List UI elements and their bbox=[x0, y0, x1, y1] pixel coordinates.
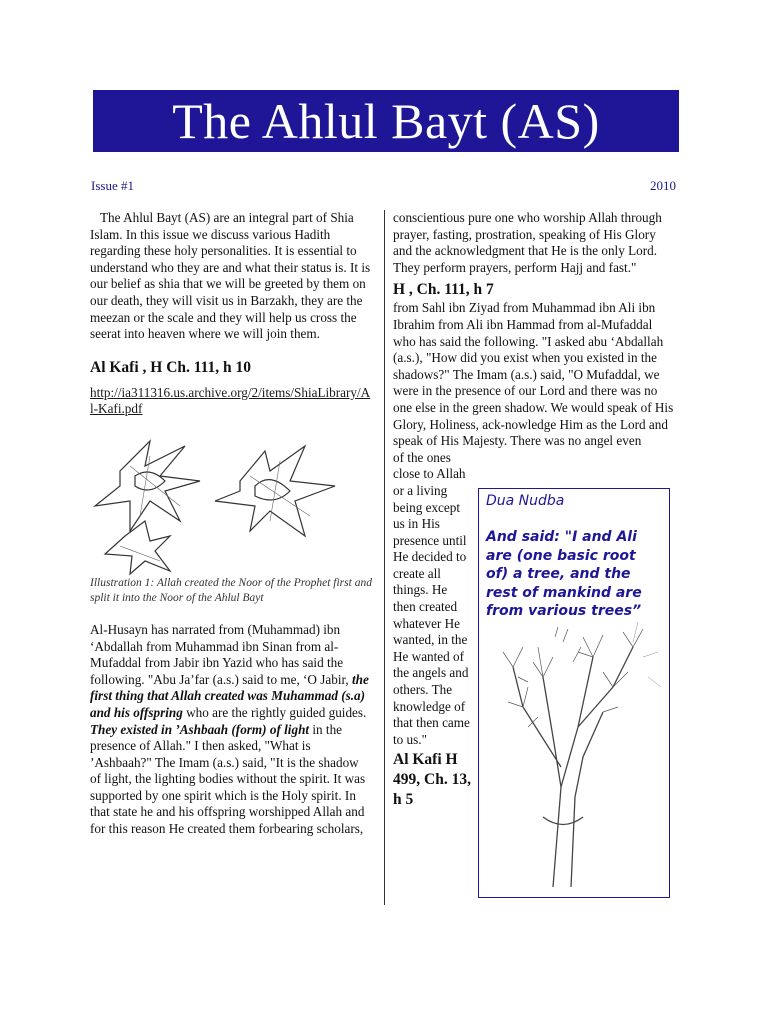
tree-drawing bbox=[483, 617, 663, 887]
noor-illustration-drawing bbox=[90, 426, 340, 576]
issue-number: Issue #1 bbox=[91, 178, 134, 193]
dua-title: Dua Nudba bbox=[486, 493, 565, 509]
dua-quote: And said: "I and Ali are (one basic root of) a tree, and the rest of mankind are from various trees” bbox=[486, 529, 642, 619]
section-heading-h7: H , Ch. 111, h 7 bbox=[393, 281, 494, 299]
column-divider bbox=[384, 210, 385, 905]
section-heading-h499: Al Kafi H 499, Ch. 13, h 5 bbox=[393, 751, 471, 809]
section-heading-al-kafi: Al Kafi , H Ch. 111, h 10 bbox=[90, 358, 252, 376]
hadith-body bbox=[90, 622, 372, 838]
issue-year: 2010 bbox=[650, 178, 676, 193]
narrow-column bbox=[393, 450, 471, 811]
dua-nudba-box bbox=[478, 488, 670, 898]
left-column bbox=[90, 210, 372, 838]
newsletter-title: The Ahlul Bayt (AS) bbox=[93, 90, 679, 152]
continued-paragraph: conscientious pure one who worship Allah through prayer, fasting, prostration, speaking of His Glory and the acknowledgment that He is the only Lord. They perform prayers, perform Hajj and fast." bbox=[393, 210, 662, 275]
intro-paragraph: The Ahlul Bayt (AS) are an integral part of Shia Islam. In this issue we discuss various Hadith regarding these holy personalities. It is essential to understand who they are and what their status is. It is our belief as shia that we will be greeted by them on our death, they will visit us in Barzakh, they are the meezan or the scale and they will help us cross the seerat into heaven where we will join them. bbox=[90, 210, 371, 342]
tree-illustration bbox=[483, 617, 663, 887]
illustration-caption: Illustration 1: Allah created the Noor of the Prophet first and split it into the Noor of the Ahlul Bayt bbox=[90, 576, 372, 604]
al-kafi-pdf-link[interactable]: http://ia311316.us.archive.org/2/items/ShiaLibrary/Al-Kafi.pdf bbox=[90, 384, 371, 417]
narration-continued: of the ones close to Allah or a living being except us in His presence until He decided to create all things. He then created whatever He wanted, in the He wanted of the angels and others. The knowledge of that then came to us." bbox=[393, 449, 470, 747]
hadith-text-1: Al-Husayn has narrated from (Muhammad) ibn ‘Abdallah from Muhammad ibn Sinan from al-Mufaddal from Jabir ibn Yazid who has said the following. "Abu Ja’far (a.s.) said to me, ‘O Jabir, bbox=[90, 621, 352, 687]
mufaddal-narration: from Sahl ibn Ziyad from Muhammad ibn Ali ibn Ibrahim from Ali ibn Hammad from al-Mufaddal who has said the following. "I asked abu ‘Abdallah (a.s.), "How did you exist when you existed in the shadows?" The Imam (a.s.) said, "O Mufaddal, we were in the presence of our Lord and there was no one else in the green shadow. We would speak of His Glory, Holiness, ack-nowledge Him as the Lord and speak of His Majesty. There was no angel even bbox=[393, 300, 674, 449]
hadith-emphasis-2: They existed in ’Ashbaah (form) of light bbox=[90, 721, 310, 737]
hadith-text-3: in the presence of Allah." I then asked, "What is ’Ashbaah?" The Imam (a.s.) said, "It is the shadow of light, the lighting bodies without the spirit. It was supported by one spirit which is the Holy spirit. In that state he and his offspring worshipped Allah and for this reason He created them forbearing scholars, bbox=[90, 721, 366, 837]
noor-illustration bbox=[90, 426, 340, 576]
hadith-emphasis-1: the first thing that Allah created was Muhammad (s.a) and his offspring bbox=[90, 671, 369, 720]
hadith-text-2: who are the rightly guided guides. bbox=[182, 704, 367, 720]
